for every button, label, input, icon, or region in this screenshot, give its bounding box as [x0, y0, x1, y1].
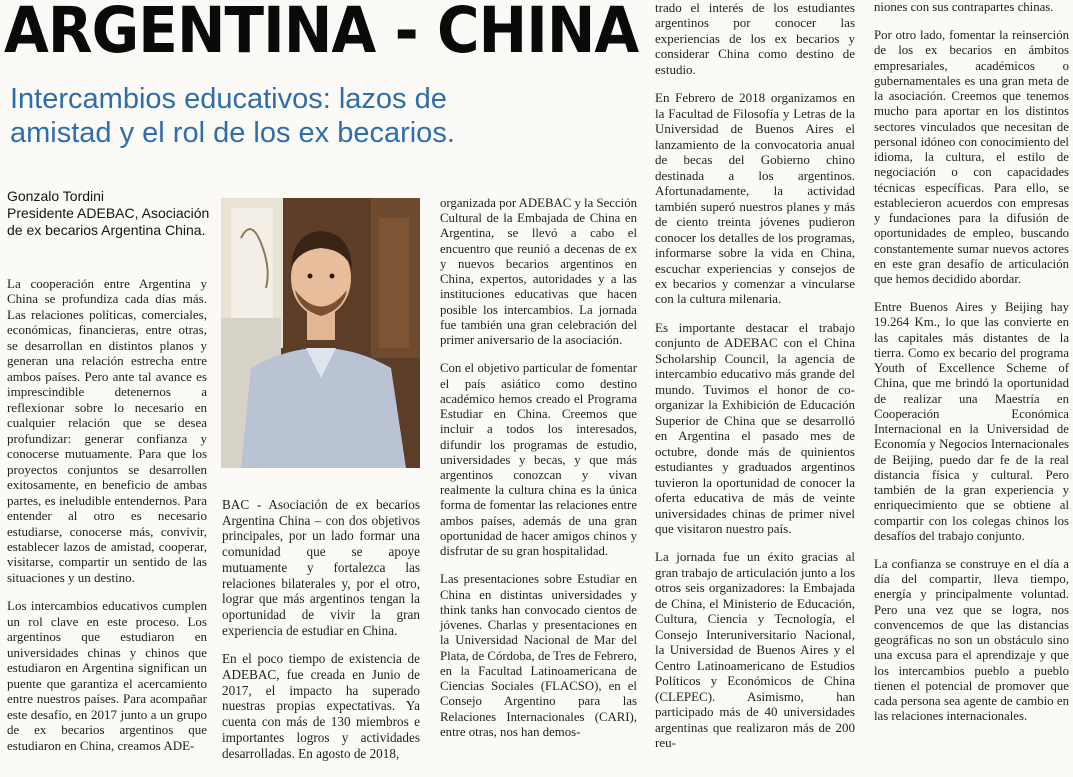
paragraph: Es importante destacar el trabajo conjunto de ADEBAC con el China Scholarship Council, la agencia de intercambio educativo más grande del mundo. Tuvimos el honor de co-organizar la Exhibición de Educación Superior de China que se desarrolló en Argentina el pasado mes de octubre, donde más de quinientos estudiantes y graduados argentinos tuvieron la oportunidad de conocer la oferta educativa de más de veinte universidades chinas de primer nivel que visitaron nuestro país. — [655, 319, 855, 536]
paragraph: En Febrero de 2018 organizamos en la Facultad de Filosofía y Letras de la Universidad de Buenos Aires el lanzamiento de la convocatoria anual de becas del Gobierno chino destinada a los argentinos. Afortunadamente, la actividad también superó nuestros planes y más de ciento treinta jóvenes pudieron conocer los detalles de los programas, informarse sobre la vida en China, escuchar experiencias y consejos de ex becarios y comenzar a vincularse con la cultura milenaria. — [655, 90, 855, 307]
paragraph: Los intercambios educativos cumplen un rol clave en este proceso. Los argentinos que estudiaron en universidades chinas y chinos que estudiaron en Argentina significan un puente que garantiza el acercamiento entre nuestros países. Para acompañar este desafío, en 2017 junto a un grupo de ex becarios argentinos que estudiaron en China, creamos ADE- — [7, 598, 207, 753]
author-name: Gonzalo Tordini — [7, 188, 105, 204]
article-column-5 — [874, 0, 1069, 738]
paragraph: trado el interés de los estudiantes argentinos por conocer las experiencias de los ex becarios y considerar China como destino de estudio. — [655, 0, 855, 77]
paragraph: BAC - Asociación de ex becarios Argentina China – con dos objetivos principales, por un lado formar una comunidad que se apoye mutuamente y fortalezca las relaciones bilaterales y, por el otro, lograr que más argentinos tengan la oportunidad de vivir la gran experiencia de estudiar en China. — [222, 497, 420, 638]
byline — [7, 188, 217, 239]
article-column-3 — [440, 196, 637, 753]
subheadline: Intercambios educativos: lazos de amistad y el rol de los ex becarios. — [10, 83, 455, 149]
paragraph: La confianza se construye en el día a día del compartir, lleva tiempo, energía y principalmente voluntad. Pero una vez que se logra, nos convencemos de que las distancias geográficas no son un obstáculo sino una excusa para el aprendizaje y que los intercambios pueblo a pueblo tienen el potencial de promover que cada persona sea agente de cambio en las relaciones internacionales. — [874, 556, 1069, 724]
author-role: Presidente ADEBAC, Asociación de ex becarios Argentina China. — [7, 205, 210, 238]
paragraph: organizada por ADEBAC y la Sección Cultural de la Embajada de China en Argentina, se llevó a cabo el encuentro que reunió a decenas de ex y nuevos becarios argentinos en China, expertos, autoridades y a las instituciones educativas que hacen posible los intercambios. La jornada fue también una gran celebración del primer aniversario de la asociación. — [440, 196, 638, 348]
paragraph: Entre Buenos Aires y Beijing hay 19.264 Km., lo que las convierte en las capitales más distantes de la tierra. Como ex becario del programa Youth of Excellence Scheme of China, que me brindó la oportunidad de realizar una Maestría en Cooperación Económica Internacional en la Universidad de Economía y Negocios Internacionales de Beijing, puedo dar fe de la real distancia física y cultural. Pero también de la gran experiencia y enriquecimiento que se obtiene al compartir con los colegas chinos los desafíos del trabajo conjunto. — [874, 300, 1069, 543]
paragraph: La cooperación entre Argentina y China se profundiza cada días más. Las relaciones políticas, comerciales, económicas, financieras, entre otras, se desarrollan en distintos planos y generan una relación estrecha entre ambos países. Pero ante tal avance es imprescindible detenernos a reflexionar sobre lo necesario en cualquier relación que se desea profundizar: generar confianza y conocerse mutuamente. Para que los proyectos conjuntos se desarrollen exitosamente, en beneficio de ambas partes, es ineludible entendernos. Para entender al otro es necesario estudiarse, conocerse más, convivir, establecer lazos de amistad, cooperar, visitarse, compartir un sentido de las situaciones y un destino. — [7, 276, 207, 585]
author-photo — [221, 198, 420, 468]
article-column-4 — [655, 0, 855, 764]
paragraph: Las presentaciones sobre Estudiar en China en distintas universidades y think tanks han convocado cientos de jóvenes. Charlas y presentaciones en la Universidad Nacional de Mar del Plata, de Córdoba, de Tres de Febrero, en la Facultad Latinoamericana de Ciencias Sociales (FLACSO), en el Consejo Argentino para las Relaciones Internacionales (CARI), entre otras, nos han demos- — [440, 572, 637, 739]
article-column-2 — [222, 497, 420, 774]
article-column-1 — [7, 276, 207, 766]
author-photo-illustration — [221, 198, 420, 468]
paragraph: Por otro lado, fomentar la reinserción de los ex becarios en ámbitos empresariales, académicos o gubernamentales es una gran meta de la asociación. Creemos que tenemos mucho para aportar en los distintos sectores vinculados que necesitan de personal idóneo con conocimiento del idioma, la cultura, el estilo de negociación o con capacidades técnicas específicas. Para ello, se establecieron acuerdos con empresas y fundaciones para la difusión de oportunidades de empleo, buscando constantemente sumar nuevos actores en este gran desafío de articulación que hemos decidido abordar. — [874, 28, 1069, 286]
paragraph: Con el objetivo particular de fomentar el país asiático como destino académico hemos creado el Programa Estudiar en China. Creemos que incluir a todos los interesados, difundir los programas de estudio, universidades y becas, y que más argentinos conozcan y vivan realmente la cultura china es la única forma de fomentar las relaciones entre ambos países, además de una gran oportunidad de hacer amigos chinos y disfrutar de su gran hospitalidad. — [440, 361, 637, 559]
paragraph: En el poco tiempo de existencia de ADEBAC, fue creada en Junio de 2017, el impacto ha superado nuestras propias expectativas. Ya cuenta con más de 130 miembros e importantes logros y actividades desarrolladas. En agosto de 2018, — [222, 651, 420, 761]
headline: ARGENTINA - CHINA — [4, 0, 639, 67]
paragraph: niones con sus contrapartes chinas. — [874, 0, 1054, 14]
paragraph: La jornada fue un éxito gracias al gran trabajo de articulación junto a los otros seis organizadores: la Embajada de China, el Ministerio de Educación, Cultura, Ciencia y Tecnología, el Consejo Interuniversitario Nacional, la Universidad de Buenos Aires y el Centro Latinoamericano de Estudios Políticos y Económicos de China (CLEPEC). Asimismo, han participado más de 40 universidades argentinas que realizaron más de 200 reu- — [655, 549, 855, 751]
